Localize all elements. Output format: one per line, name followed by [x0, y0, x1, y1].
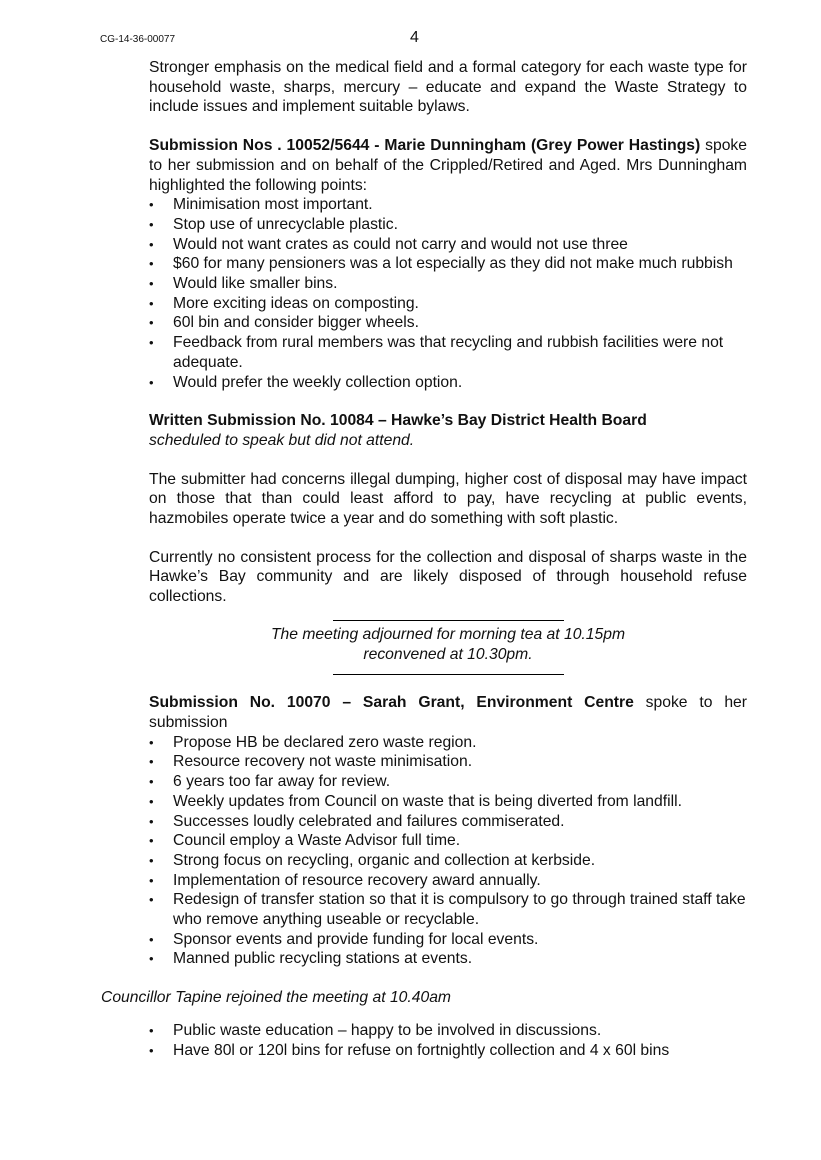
list-item: • Successes loudly celebrated and failures commiserated.: [149, 812, 747, 832]
submission-3-heading: Submission No. 10070 – Sarah Grant, Environment Centre: [149, 694, 634, 712]
divider-bottom: [333, 674, 564, 675]
list-item: • Would like smaller bins.: [149, 274, 747, 294]
submission-2-note: [149, 431, 747, 451]
list-item: • Feedback from rural members was that recycling and rubbish facilities were not adequate.: [149, 333, 747, 372]
list-item: • Resource recovery not waste minimisation.: [149, 752, 747, 772]
submission-1-paragraph: [149, 136, 747, 195]
document-id: CG-14-36-00077: [100, 34, 176, 45]
submission-1-heading: Submission Nos . 10052/5644 - Marie Dunningham (Grey Power Hastings): [149, 137, 701, 155]
list-item: • Have 80l or 120l bins for refuse on fortnightly collection and 4 x 60l bins: [149, 1041, 747, 1061]
submission-2-paragraph-2: Currently no consistent process for the collection and disposal of sharps waste in the Hawke’s Bay community and are likely disposed of through household refuse collections.: [149, 548, 747, 606]
list-item: • $60 for many pensioners was a lot especially as they did not make much rubbish: [149, 254, 747, 274]
list-item: • Sponsor events and provide funding for local events.: [149, 930, 747, 950]
adjourn-line-2: reconvened at 10.30pm.: [363, 645, 533, 663]
list-item: • Would not want crates as could not carry and would not use three: [149, 235, 747, 255]
submission-2-note-text: scheduled to speak but did not attend.: [149, 431, 415, 449]
final-bullets: [149, 1021, 747, 1060]
page-number: 4: [410, 29, 419, 46]
list-item: • Redesign of transfer station so that it is compulsory to go through trained staff take who remove anything useable or recyclable.: [149, 890, 747, 929]
adjourn-line-1: The meeting adjourned for morning tea at 10.15pm: [270, 625, 626, 643]
list-item: • Manned public recycling stations at events.: [149, 949, 747, 969]
list-item: • Minimisation most important.: [149, 195, 747, 215]
submission-2-heading: [149, 411, 747, 431]
divider-top: [333, 620, 564, 621]
submission-1-text: spoke to her submission and on behalf of the Crippled/Retired and Aged. Mrs Dunningham highlighted the following points:: [149, 137, 747, 194]
submission-1-bullets: [149, 195, 747, 392]
list-item: • Implementation of resource recovery award annually.: [149, 871, 747, 891]
rejoin-note-text: Councillor Tapine rejoined the meeting at 10.40am: [101, 989, 451, 1007]
submission-3-bullets: [149, 733, 747, 969]
list-item: • More exciting ideas on composting.: [149, 294, 747, 314]
submission-3-paragraph: [149, 693, 747, 732]
list-item: • Would prefer the weekly collection option.: [149, 373, 747, 393]
list-item: • Stop use of unrecyclable plastic.: [149, 215, 747, 235]
page-body: [101, 58, 747, 1060]
rejoin-note: [101, 988, 747, 1008]
submission-2-paragraph-1: The submitter had concerns illegal dumping, higher cost of disposal may have impact on those that than could least afford to pay, have recycling at public events, hazmobiles operate twice a year and do something with soft plastic.: [149, 470, 747, 528]
list-item: • 60l bin and consider bigger wheels.: [149, 313, 747, 333]
submission-3-text: spoke to her submission: [149, 694, 747, 731]
list-item: • Public waste education – happy to be involved in discussions.: [149, 1021, 747, 1041]
submission-2-title: Written Submission No. 10084 – Hawke’s Bay District Health Board: [149, 412, 647, 430]
list-item: • Strong focus on recycling, organic and collection at kerbside.: [149, 851, 747, 871]
list-item: • Weekly updates from Council on waste that is being diverted from landfill.: [149, 792, 747, 812]
list-item: • Propose HB be declared zero waste region.: [149, 733, 747, 753]
intro-paragraph: Stronger emphasis on the medical field and a formal category for each waste type for household waste, sharps, mercury – educate and expand the Waste Strategy to include issues and implement suitable bylaws.: [149, 59, 747, 116]
list-item: • 6 years too far away for review.: [149, 772, 747, 792]
list-item: • Council employ a Waste Advisor full time.: [149, 831, 747, 851]
